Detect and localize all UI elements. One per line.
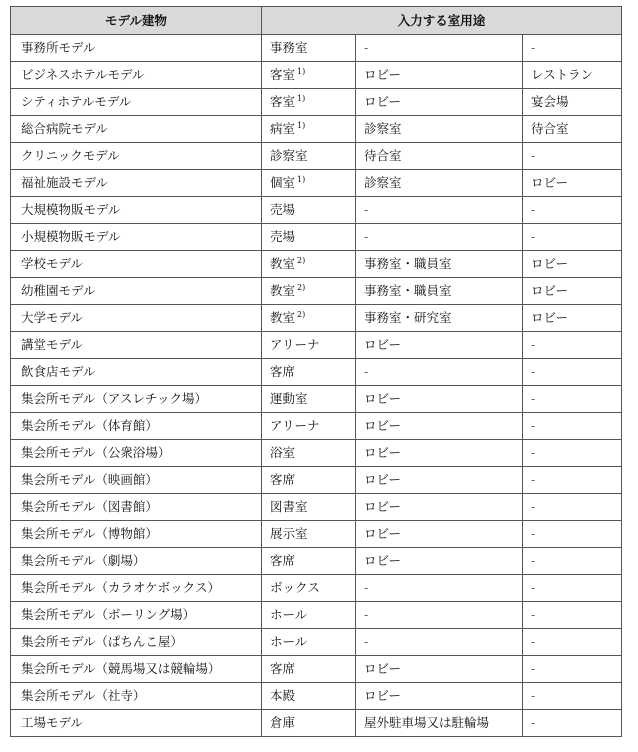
cell-model-building: 飲食店モデル [11,359,262,386]
footnote-marker: 1) [297,67,306,76]
table-row [11,521,622,548]
cell-room-usage-2: - [356,629,523,656]
cell-room-usage-3: ロビー [523,251,622,278]
table-row [11,575,622,602]
cell-model-building: 講堂モデル [11,332,262,359]
table-row [11,413,622,440]
room-usage-1-label: 教室 [270,283,296,298]
table-row [11,35,622,62]
room-usage-1-label: 事務室 [270,40,308,55]
cell-room-usage-3: - [523,602,622,629]
cell-model-building: 工場モデル [11,710,262,737]
cell-model-building: 大規模物販モデル [11,197,262,224]
table-row [11,197,622,224]
cell-room-usage-1 [262,197,356,224]
cell-room-usage-3: - [523,197,622,224]
cell-room-usage-1 [262,170,356,197]
cell-room-usage-1 [262,116,356,143]
room-usage-1-label: 個室 [270,175,296,190]
room-usage-1-label: 客席 [270,364,296,379]
table-row [11,629,622,656]
cell-room-usage-2: 事務室・職員室 [356,251,523,278]
cell-room-usage-1 [262,332,356,359]
cell-room-usage-1 [262,575,356,602]
cell-room-usage-3: - [523,656,622,683]
cell-room-usage-1 [262,305,356,332]
cell-room-usage-2: ロビー [356,62,523,89]
cell-model-building: 集会所モデル（ボーリング場） [11,602,262,629]
table-row [11,710,622,737]
footnote-marker: 1) [297,175,306,184]
cell-model-building: 事務所モデル [11,35,262,62]
cell-room-usage-1 [262,278,356,305]
cell-room-usage-2: ロビー [356,440,523,467]
cell-room-usage-2: 事務室・研究室 [356,305,523,332]
cell-room-usage-1 [262,143,356,170]
cell-room-usage-1 [262,440,356,467]
cell-room-usage-3: ロビー [523,305,622,332]
cell-room-usage-2: ロビー [356,656,523,683]
header-room-usage: 入力する室用途 [262,7,622,35]
cell-room-usage-3: - [523,710,622,737]
cell-room-usage-2: ロビー [356,89,523,116]
cell-room-usage-2: ロビー [356,467,523,494]
footnote-marker: 2) [297,256,306,265]
room-usage-1-label: 教室 [270,310,296,325]
cell-room-usage-1 [262,386,356,413]
cell-model-building: 総合病院モデル [11,116,262,143]
cell-room-usage-3: レストラン [523,62,622,89]
table-row [11,143,622,170]
cell-model-building: 集会所モデル（カラオケボックス） [11,575,262,602]
room-usage-1-label: 図書室 [270,499,308,514]
cell-room-usage-2: 診察室 [356,116,523,143]
cell-room-usage-3: - [523,440,622,467]
cell-room-usage-3: - [523,224,622,251]
room-usage-1-label: 本殿 [270,688,296,703]
table-row [11,278,622,305]
room-usage-1-label: 売場 [270,202,296,217]
cell-room-usage-2: - [356,197,523,224]
cell-room-usage-3: - [523,359,622,386]
room-usage-1-label: ホール [270,607,308,622]
cell-model-building: 小規模物販モデル [11,224,262,251]
cell-room-usage-3: - [523,143,622,170]
table-row [11,170,622,197]
cell-room-usage-1 [262,710,356,737]
room-usage-1-label: 売場 [270,229,296,244]
cell-model-building: 集会所モデル（体育館） [11,413,262,440]
cell-room-usage-3: - [523,332,622,359]
cell-room-usage-1 [262,251,356,278]
cell-room-usage-3: - [523,629,622,656]
cell-room-usage-2: 事務室・職員室 [356,278,523,305]
cell-room-usage-2: - [356,575,523,602]
room-usage-1-label: 病室 [270,121,296,136]
cell-room-usage-3: - [523,413,622,440]
cell-room-usage-2: - [356,35,523,62]
header-model-building: モデル建物 [11,7,262,35]
room-usage-1-label: 浴室 [270,445,296,460]
cell-room-usage-1 [262,62,356,89]
room-usage-1-label: 客室 [270,67,296,82]
cell-model-building: 集会所モデル（ぱちんこ屋） [11,629,262,656]
room-usage-1-label: 運動室 [270,391,308,406]
cell-room-usage-3: - [523,467,622,494]
table-row [11,440,622,467]
cell-room-usage-2: ロビー [356,494,523,521]
cell-room-usage-2: - [356,224,523,251]
cell-room-usage-3: - [523,494,622,521]
footnote-marker: 2) [297,310,306,319]
footnote-marker: 2) [297,283,306,292]
cell-room-usage-1 [262,359,356,386]
table-row [11,224,622,251]
cell-model-building: 福祉施設モデル [11,170,262,197]
cell-model-building: 集会所モデル（劇場） [11,548,262,575]
cell-room-usage-1 [262,89,356,116]
table-row [11,251,622,278]
table-row [11,548,622,575]
cell-room-usage-2: 屋外駐車場又は駐輪場 [356,710,523,737]
room-usage-1-label: 展示室 [270,526,308,541]
cell-room-usage-2: - [356,359,523,386]
cell-room-usage-1 [262,413,356,440]
cell-room-usage-1 [262,656,356,683]
cell-room-usage-2: ロビー [356,548,523,575]
cell-model-building: クリニックモデル [11,143,262,170]
cell-room-usage-1 [262,467,356,494]
table-row [11,305,622,332]
cell-room-usage-1 [262,521,356,548]
room-usage-1-label: ボックス [270,580,320,595]
cell-model-building: 集会所モデル（図書館） [11,494,262,521]
cell-room-usage-2: 診察室 [356,170,523,197]
room-usage-1-label: 客席 [270,661,296,676]
room-usage-1-label: アリーナ [270,418,320,433]
cell-model-building: 大学モデル [11,305,262,332]
cell-room-usage-3: - [523,386,622,413]
room-usage-1-label: 客室 [270,94,296,109]
table-row [11,683,622,710]
cell-room-usage-2: ロビー [356,413,523,440]
cell-model-building: 集会所モデル（社寺） [11,683,262,710]
cell-model-building: 集会所モデル（博物館） [11,521,262,548]
cell-room-usage-1 [262,35,356,62]
cell-model-building: ビジネスホテルモデル [11,62,262,89]
table-row [11,467,622,494]
cell-room-usage-1 [262,548,356,575]
table-header-row [11,7,622,35]
room-usage-1-label: ホール [270,634,308,649]
cell-room-usage-2: ロビー [356,332,523,359]
cell-model-building: 幼稚園モデル [11,278,262,305]
cell-room-usage-1 [262,629,356,656]
cell-room-usage-2: 待合室 [356,143,523,170]
table-row [11,494,622,521]
cell-room-usage-3: - [523,35,622,62]
cell-room-usage-1 [262,602,356,629]
cell-room-usage-2: - [356,602,523,629]
room-usage-1-label: 倉庫 [270,715,296,730]
cell-room-usage-2: ロビー [356,521,523,548]
cell-room-usage-1 [262,494,356,521]
cell-room-usage-2: ロビー [356,683,523,710]
cell-room-usage-3: 待合室 [523,116,622,143]
table-body [11,35,622,737]
cell-room-usage-1 [262,224,356,251]
cell-room-usage-3: ロビー [523,170,622,197]
cell-model-building: 学校モデル [11,251,262,278]
table-row [11,89,622,116]
cell-room-usage-3: - [523,521,622,548]
cell-model-building: 集会所モデル（競馬場又は競輪場） [11,656,262,683]
cell-room-usage-1 [262,683,356,710]
table-row [11,656,622,683]
room-usage-1-label: 診察室 [270,148,308,163]
cell-model-building: 集会所モデル（公衆浴場） [11,440,262,467]
model-building-table [10,6,622,737]
cell-room-usage-3: 宴会場 [523,89,622,116]
room-usage-1-label: アリーナ [270,337,320,352]
cell-room-usage-3: - [523,683,622,710]
cell-model-building: 集会所モデル（映画館） [11,467,262,494]
table-row [11,116,622,143]
room-usage-1-label: 教室 [270,256,296,271]
table-row [11,386,622,413]
cell-room-usage-3: ロビー [523,278,622,305]
table-row [11,359,622,386]
cell-model-building: 集会所モデル（アスレチック場） [11,386,262,413]
room-usage-1-label: 客席 [270,553,296,568]
table-row [11,602,622,629]
cell-room-usage-3: - [523,548,622,575]
cell-model-building: シティホテルモデル [11,89,262,116]
footnote-marker: 1) [297,94,306,103]
table-row [11,62,622,89]
table-row [11,332,622,359]
room-usage-1-label: 客席 [270,472,296,487]
cell-room-usage-2: ロビー [356,386,523,413]
cell-room-usage-3: - [523,575,622,602]
footnote-marker: 1) [297,121,306,130]
